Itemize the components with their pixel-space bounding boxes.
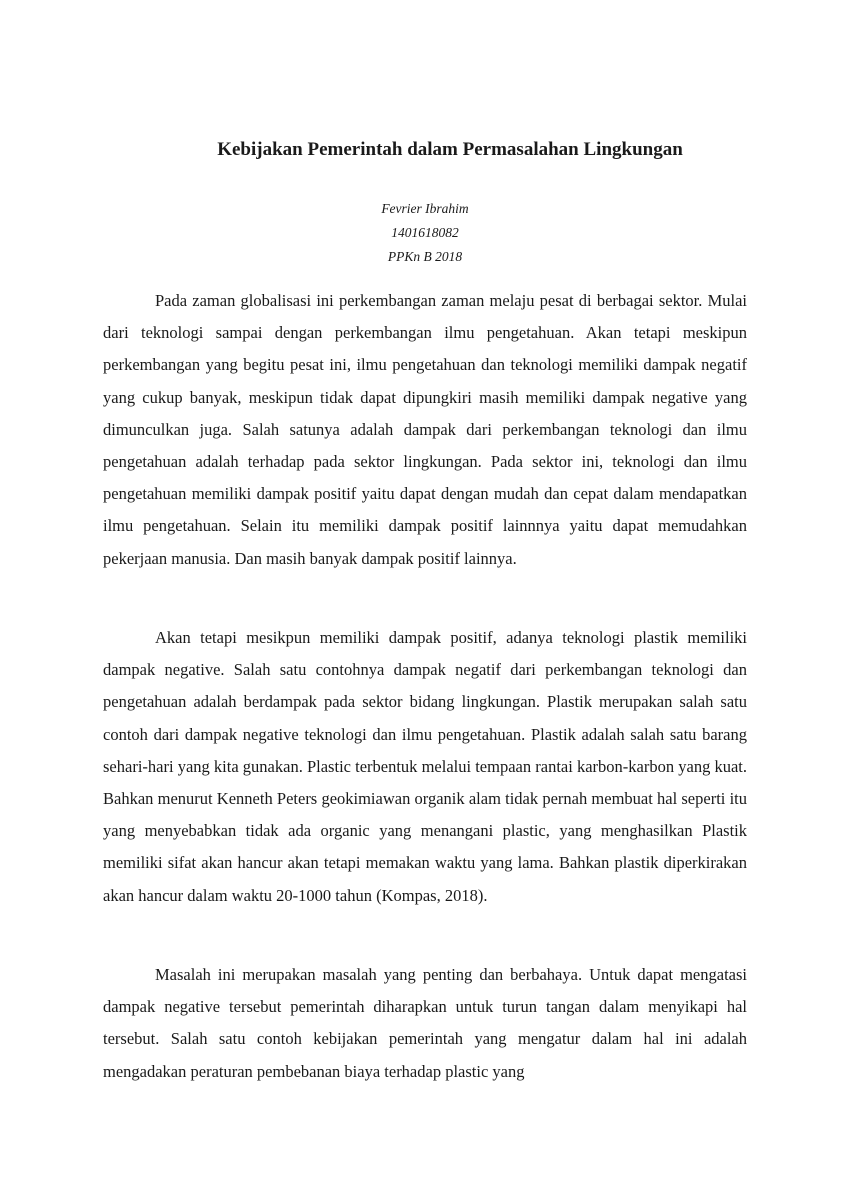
document-title: Kebijakan Pemerintah dalam Permasalahan Lingkungan (217, 139, 683, 160)
author-block (0, 197, 850, 269)
author-id: 1401618082 (391, 225, 459, 240)
paragraph-2: Akan tetapi mesikpun memiliki dampak positif, adanya teknologi plastik memiliki dampak negative. Salah satu contohnya dampak negatif dari perkembangan teknologi dan pengetahuan adalah berdampak pada sektor bidang lingkungan. Plastik merupakan salah satu contoh dari dampak negative teknologi dan ilmu pengetahuan. Plastik adalah salah satu barang sehari-hari yang kita gunakan. Plastic terbentuk melalui tempaan rantai karbon-karbon yang kuat. Bahkan menurut Kenneth Peters geokimiawan organik alam tidak pernah membuat hal seperti itu yang menyebabkan tidak ada organic yang menangani plastic, yang menghasilkan Plastik memiliki sifat akan hancur akan tetapi memakan waktu yang lama. Bahkan plastik diperkirakan akan hancur dalam waktu 20-1000 tahun (Kompas, 2018). (103, 628, 747, 905)
author-name: Fevrier Ibrahim (381, 201, 469, 216)
author-class: PPKn B 2018 (387, 249, 463, 264)
paragraph-3: Masalah ini merupakan masalah yang penting dan berbahaya. Untuk dapat mengatasi dampak negative tersebut pemerintah diharapkan untuk turun tangan dalam menyikapi hal tersebut. Salah satu contoh kebijakan pemerintah yang mengatur dalam hal ini adalah mengadakan peraturan pembebanan biaya terhadap plastic yang (103, 965, 747, 1081)
paragraph-1: Pada zaman globalisasi ini perkembangan zaman melaju pesat di berbagai sektor. Mulai dari teknologi sampai dengan perkembangan ilmu pengetahuan. Akan tetapi meskipun perkembangan yang begitu pesat ini, ilmu pengetahuan dan teknologi memiliki dampak negatif yang cukup banyak, meskipun tidak dapat dipungkiri masih memiliki dampak negative yang dimunculkan juga. Salah satunya adalah dampak dari perkembangan teknologi dan ilmu pengetahuan adalah terhadap pada sektor lingkungan. Pada sektor ini, teknologi dan ilmu pengetahuan memiliki dampak positif yaitu dapat dengan mudah dan cepat dalam mendapatkan ilmu pengetahuan. Selain itu memiliki dampak positif lainnnya yaitu dapat memudahkan pekerjaan manusia. Dan masih banyak dampak positif lainnya. (103, 291, 747, 568)
